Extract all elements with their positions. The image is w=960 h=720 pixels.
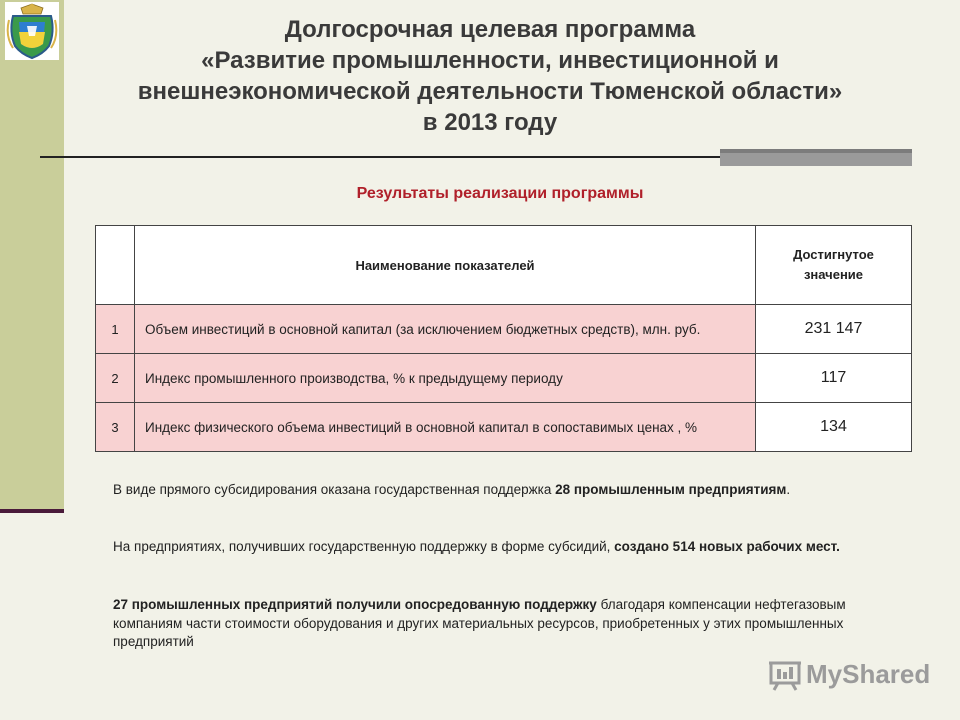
- row-number: 1: [96, 305, 135, 354]
- table-row: [96, 305, 912, 354]
- left-decor-line: [0, 509, 64, 513]
- row-value: 117: [756, 354, 912, 403]
- watermark: [768, 657, 931, 693]
- header-value-cell: [756, 226, 912, 305]
- p2-text-b: создано 514 новых рабочих мест.: [614, 539, 840, 554]
- presentation-board-icon: [768, 657, 802, 691]
- table-row: [96, 354, 912, 403]
- title-line-1: Долгосрочная целевая программа: [284, 16, 696, 43]
- header-name-cell: Наименование показателей: [135, 226, 756, 305]
- p1-text-c: .: [786, 482, 791, 497]
- divider-line: [40, 156, 722, 158]
- header-value-line-1: Достигнутое: [793, 247, 874, 262]
- table-row: [96, 403, 912, 452]
- paragraph-indirect-support: [113, 596, 903, 652]
- header-value-line-2: значение: [803, 267, 864, 282]
- p3-text-a: 27 промышленных предприятий получили опосредованную поддержку: [113, 597, 597, 612]
- row-value: 231 147: [756, 305, 912, 354]
- header-num-cell: [96, 226, 135, 305]
- title-line-3: внешнеэкономической деятельности Тюменской области»: [137, 78, 843, 105]
- p3-text-b: благодаря компенсации нефтегазовым компаниям части стоимости оборудования и других материальных ресурсов, приобретенных у этих промышленных предприятий: [113, 597, 846, 649]
- p2-text-a: На предприятиях, получивших государственную поддержку в форме субсидий,: [113, 539, 615, 554]
- row-number: 3: [96, 403, 135, 452]
- title-line-4: в 2013 году: [422, 109, 558, 136]
- left-decor-bar: [0, 0, 64, 512]
- row-indicator-name: Индекс физического объема инвестиций в основной капитал в сопоставимых ценах , %: [135, 403, 756, 452]
- section-subtitle: Результаты реализации программы: [356, 185, 644, 202]
- table-header-row: [96, 226, 912, 305]
- p1-text-b: 28 промышленным предприятиям: [555, 482, 787, 497]
- title-line-2: «Развитие промышленности, инвестиционной и: [201, 47, 779, 74]
- coat-of-arms-icon: [5, 2, 59, 60]
- row-indicator-name: Объем инвестиций в основной капитал (за исключением бюджетных средств), млн. руб.: [135, 305, 756, 354]
- row-indicator-name: Индекс промышленного производства, % к предыдущему периоду: [135, 354, 756, 403]
- row-number: 2: [96, 354, 135, 403]
- page-title: [90, 14, 890, 138]
- row-value: 134: [756, 403, 912, 452]
- p1-text-a: В виде прямого субсидирования оказана государственная поддержка: [113, 482, 556, 497]
- paragraph-subsidies: [113, 481, 903, 500]
- watermark-text: MyShared: [806, 659, 931, 689]
- paragraph-jobs: [113, 538, 903, 557]
- divider-block-top: [720, 149, 912, 153]
- results-table: [95, 225, 912, 452]
